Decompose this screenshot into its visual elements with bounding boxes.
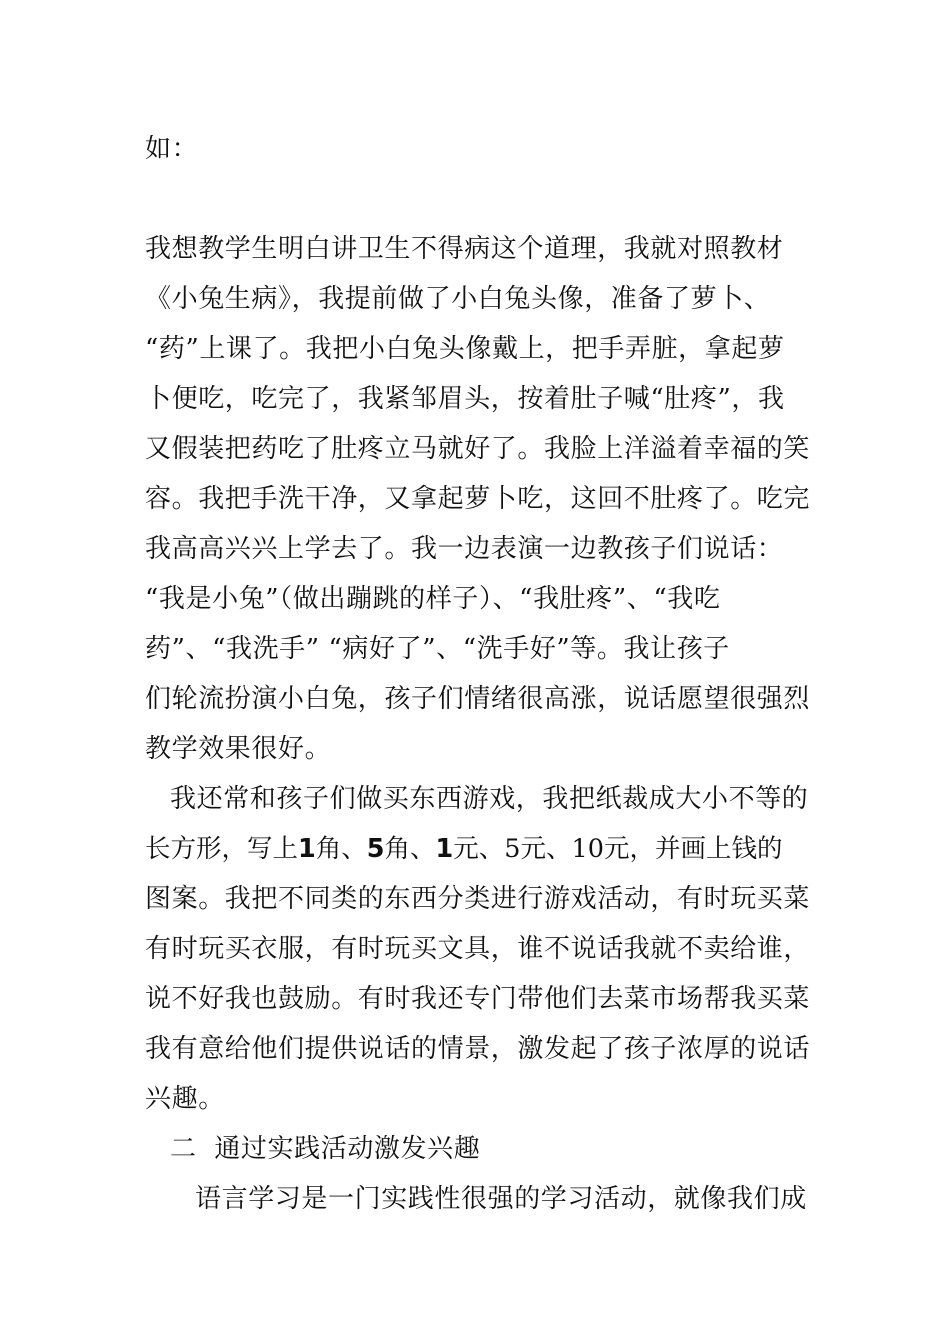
paragraph-line: 有时玩买衣服，有时玩买文具，谁不说话我就不卖给谁，: [145, 934, 811, 964]
text-run: 角、: [315, 834, 367, 864]
paragraph-line: 兴趣。: [145, 1084, 225, 1114]
text-run: 角、: [384, 834, 436, 864]
number-run: 5: [366, 834, 385, 864]
paragraph-line: 们轮流扮演小白兔，孩子们情绪很高涨，说话愿望很强烈: [145, 684, 811, 714]
text-run: 元、5元、10元，并画上钱的: [453, 834, 783, 864]
paragraph-line: 说不好我也鼓励。有时我还专门带他们去菜市场帮我买菜: [145, 984, 811, 1014]
number-run: 1: [435, 834, 454, 864]
paragraph-line: 语言学习是一门实践性很强的学习活动，就像我们成: [195, 1184, 807, 1214]
paragraph-line: 卜便吃，吃完了，我紧邹眉头，按着肚子喊“肚疼”，我: [145, 384, 785, 414]
paragraph-line: 又假装把药吃了肚疼立马就好了。我脸上洋溢着幸福的笑: [145, 434, 811, 464]
number-run: 1: [298, 834, 316, 864]
paragraph-line: 教学效果很好。: [145, 734, 332, 764]
intro-text: 如：: [145, 134, 199, 164]
paragraph-line: 我还常和孩子们做买东西游戏，我把纸裁成大小不等的: [170, 784, 809, 814]
paragraph-line: 我想教学生明白讲卫生不得病这个道理，我就对照教材: [145, 234, 784, 264]
paragraph-line: “我是小兔”（做出蹦跳的样子）、“我肚疼”、“我吃: [145, 584, 721, 614]
paragraph-line: 图案。我把不同类的东西分类进行游戏活动，有时玩买菜: [145, 884, 811, 914]
paragraph-line: 我高高兴兴上学去了。我一边表演一边教孩子们说话：: [145, 534, 784, 564]
paragraph-line: 药”、“我洗手” “病好了”、“洗手好”等。我让孩子: [145, 634, 730, 664]
section-heading: 二 通过实践活动激发兴趣: [170, 1134, 481, 1164]
paragraph-line: 容。我把手洗干净，又拿起萝卜吃，这回不肚疼了。吃完: [145, 484, 811, 514]
paragraph-line: “药”上课了。我把小白兔头像戴上，把手弄脏，拿起萝: [145, 334, 785, 364]
paragraph-line-mixed: [145, 832, 810, 866]
paragraph-line: 我有意给他们提供说话的情景，激发起了孩子浓厚的说话: [145, 1034, 811, 1064]
paragraph-line: 《小兔生病》，我提前做了小白兔头像，准备了萝卜、: [145, 284, 771, 314]
text-run: 长方形，写上: [145, 834, 299, 864]
